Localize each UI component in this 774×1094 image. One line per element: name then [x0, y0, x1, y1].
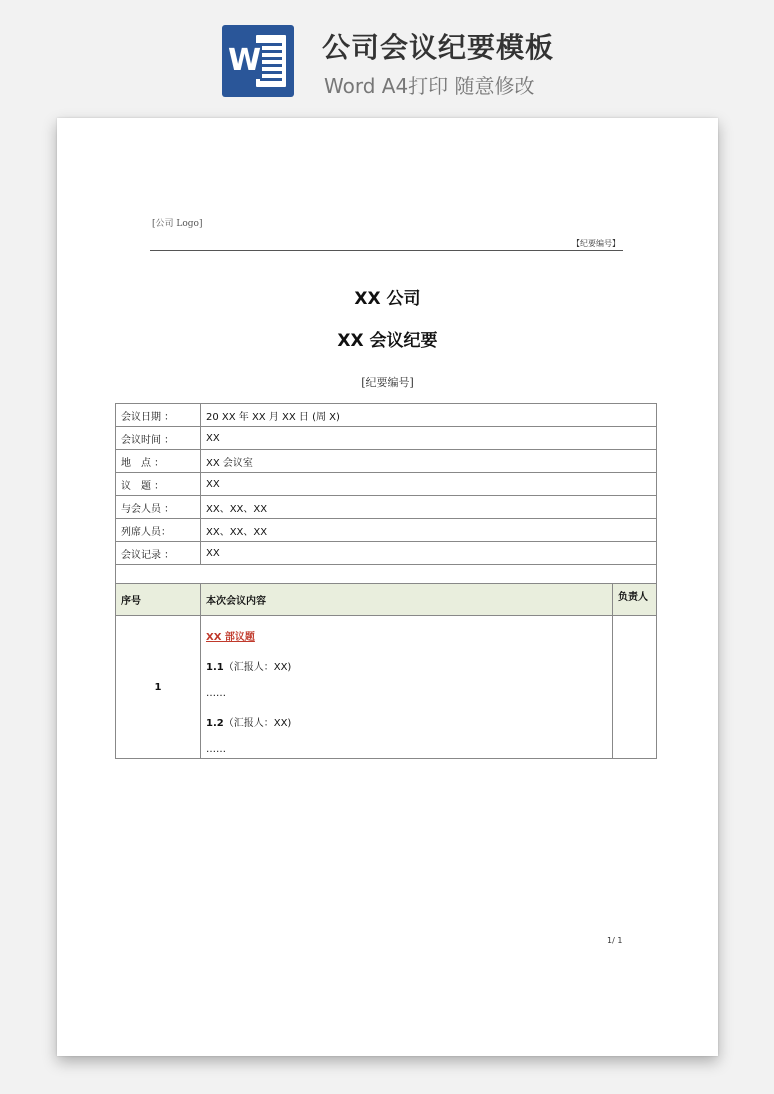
info-value: XX	[201, 542, 657, 565]
info-row	[116, 496, 657, 519]
content-row-owner	[613, 616, 657, 759]
agenda-item	[206, 714, 607, 729]
company-name: XX 公司	[354, 289, 421, 309]
info-row	[116, 404, 657, 427]
info-value: XX 会议室	[201, 450, 657, 473]
page-number: 1/ 1	[607, 936, 623, 945]
banner-subtitle: Word A4打印 随意修改	[324, 74, 535, 98]
agenda-item-no: 1.2	[206, 718, 224, 729]
content-row-body	[201, 616, 613, 759]
info-value: 20 XX 年 XX 月 XX 日 (周 X)	[201, 404, 657, 427]
banner-title: 公司会议纪要模板	[322, 31, 555, 64]
info-label: 会议日期 ：	[116, 404, 201, 427]
agenda-item-no: 1.1	[206, 662, 224, 673]
info-value: XX	[201, 473, 657, 496]
col-header-owner: 负责人	[613, 584, 657, 616]
info-label: 列席人员：	[116, 519, 201, 542]
info-value: XX、XX、XX	[201, 496, 657, 519]
ellipsis: ……	[206, 688, 226, 699]
spacer-row	[116, 565, 657, 584]
info-row	[116, 427, 657, 450]
info-label: 地 点 ：	[116, 450, 201, 473]
ellipsis: ……	[206, 744, 226, 755]
meeting-title: XX 会议纪要	[337, 331, 438, 351]
company-logo-placeholder: [公司 Logo]	[152, 219, 203, 229]
agenda-topic: XX 部议题	[206, 632, 255, 643]
info-label: 与会人员 ：	[116, 496, 201, 519]
header-minutes-number: 【纪要编号】	[572, 239, 620, 248]
header-rule	[150, 250, 623, 251]
agenda-item	[206, 658, 607, 673]
info-row	[116, 542, 657, 565]
word-icon	[222, 25, 294, 97]
info-row	[116, 473, 657, 496]
template-banner	[0, 0, 774, 112]
minutes-table	[115, 403, 657, 759]
info-row	[116, 519, 657, 542]
content-header-row	[116, 584, 657, 616]
info-label: 议 题 ：	[116, 473, 201, 496]
content-row	[116, 616, 657, 759]
col-header-no: 序号	[116, 584, 201, 616]
col-header-content: 本次会议内容	[201, 584, 613, 616]
word-letter: W	[228, 43, 262, 78]
info-label: 会议时间 ：	[116, 427, 201, 450]
info-value: XX、XX、XX	[201, 519, 657, 542]
minutes-number: [纪要编号]	[361, 376, 414, 389]
info-value: XX	[201, 427, 657, 450]
info-label: 会议记录 ：	[116, 542, 201, 565]
agenda-item-text: （汇报人：XX)	[223, 718, 292, 729]
document-page	[57, 118, 718, 1056]
info-row	[116, 450, 657, 473]
spacer-cell	[116, 565, 657, 584]
agenda-item-text: （汇报人：XX)	[223, 662, 292, 673]
content-row-number: 1	[116, 616, 201, 759]
